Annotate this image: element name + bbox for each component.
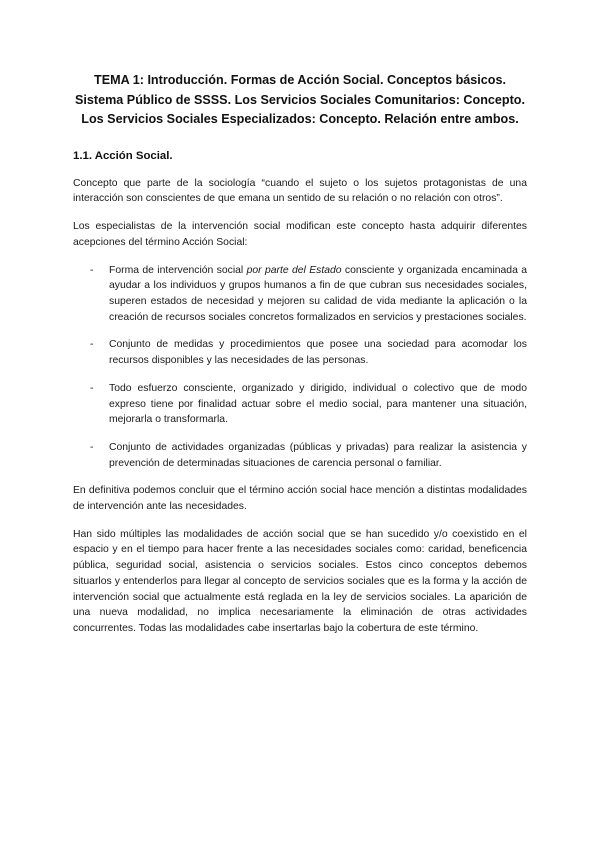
list-item-emphasis: por parte del Estado — [246, 264, 342, 276]
paragraph-specialists: Los especialistas de la intervención social modifican este concepto hasta adquirir diferentes acepciones del término Acción Social: — [73, 221, 527, 248]
section-heading: 1.1. Acción Social. — [73, 149, 173, 162]
paragraph-concept: Concepto que parte de la sociología “cuando el sujeto o los sujetos protagonistas de una interacción son conscientes de que emana un sentido de su relación o no relación con otros”. — [73, 177, 527, 205]
bullet-dash: - — [90, 264, 94, 276]
definitions-list — [73, 263, 527, 472]
paragraph-conclusion: En definitiva podemos concluir que el término acción social hace mención a distintas modalidades de intervención ante las necesidades. — [73, 485, 527, 513]
list-item — [73, 440, 527, 471]
list-item-text: Conjunto de medidas y procedimientos que posee una sociedad para acomodar los recursos disponibles y las necesidades de las personas. — [109, 339, 527, 367]
list-item-text-start: Forma de intervención social — [109, 264, 247, 276]
paragraph-modalities: Han sido múltiples las modalidades de acción social que se han sucedido y/o coexistido en el espacio y en el tiempo para hacer frente a las necesidades sociales como: caridad, beneficencia pública, seguridad social, asistencia o servicios sociales. Estos cinco conceptos debemos situarlos y entenderlos para llegar al concepto de servicios sociales que es la forma y la acción de intervención social que actualmente está reglada en la ley de servicios sociales. La aparición de una nueva modalidad, no implica necesariamente la eliminación de otras actividades concurrentes. Todas las modalidades cabe insertarlas bajo la cobertura de este término. — [73, 528, 527, 634]
list-item — [73, 263, 527, 326]
list-item-text: Conjunto de actividades organizadas (públicas y privadas) para realizar la asistencia y prevención de determinadas situaciones de carencia personal o familiar. — [109, 441, 527, 469]
bullet-dash: - — [90, 339, 94, 351]
list-item — [73, 337, 527, 368]
list-item — [73, 381, 527, 428]
document-title: TEMA 1: Introducción. Formas de Acción Social. Conceptos básicos. Sistema Público de SSSS. Los Servicios Sociales Comunitarios: Concepto. Los Servicios Sociales Especializados: Concepto. Relación entre ambos. — [75, 73, 525, 127]
bullet-dash: - — [90, 441, 94, 453]
bullet-dash: - — [90, 382, 94, 394]
list-item-text-end: consciente y organizada encaminada a ayudar a los individuos y grupos humanos a fin de que cubran sus necesidades sociales, superen estados de necesidad y mejoren su calidad de vida mediante la aplicación o la creación de recursos sociales concretos formalizados en servicios y prestaciones sociales. — [109, 264, 527, 323]
list-item-text: Todo esfuerzo consciente, organizado y dirigido, individual o colectivo que de modo expreso tiene por finalidad actuar sobre el medio social, para mantener una situación, mejorarla o transformarla. — [109, 382, 527, 426]
